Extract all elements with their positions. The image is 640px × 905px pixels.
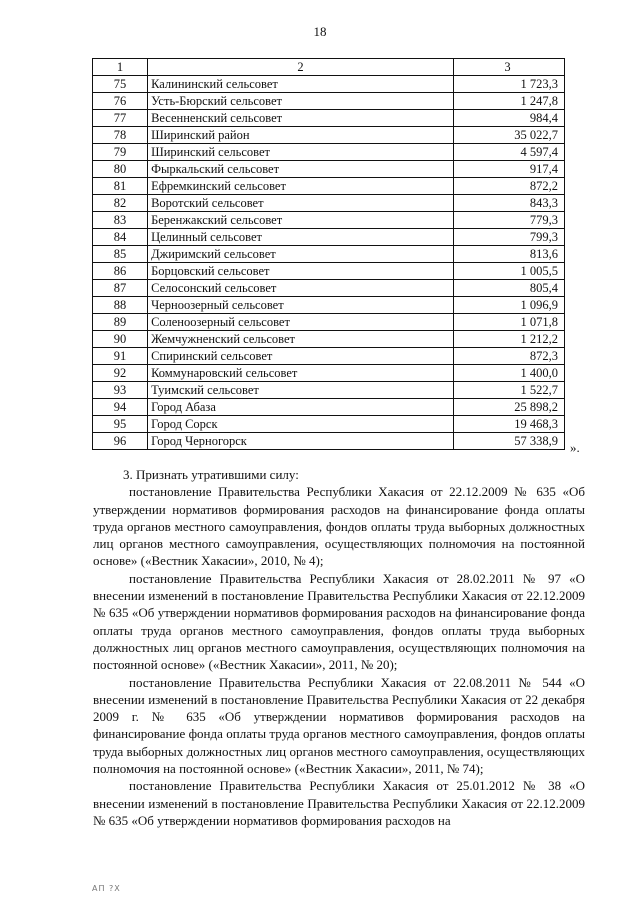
entity-name-cell: Борцовский сельсовет — [148, 263, 454, 280]
row-number-cell: 83 — [93, 212, 148, 229]
paragraph: постановление Правительства Республики Хакасия от 28.02.2011 № 97 «О внесении изменений в постановление Правительства Республики Хакасия от 22.12.2009 № 635 «Об утверждении нормативов формирования расходов на финансирование фонда оплаты труда органов местного самоуправления, фондов оплаты труда выборных должностных лиц органов местного самоуправления, осуществляющих полномочия на постоянной основе» («Вестник Хакасии», 2011, № 20); — [93, 570, 585, 673]
row-number-cell: 96 — [93, 433, 148, 450]
entity-name-cell: Город Абаза — [148, 399, 454, 416]
amount-cell: 1 247,8 — [453, 93, 564, 110]
amount-cell: 4 597,4 — [453, 144, 564, 161]
row-number-cell: 92 — [93, 365, 148, 382]
entity-name-cell: Ширинский сельсовет — [148, 144, 454, 161]
row-number-cell: 93 — [93, 382, 148, 399]
table-row — [93, 161, 565, 178]
table-row — [93, 263, 565, 280]
amount-cell: 57 338,9 — [453, 433, 564, 450]
row-number-cell: 87 — [93, 280, 148, 297]
row-number-cell: 80 — [93, 161, 148, 178]
entity-name-cell: Целинный сельсовет — [148, 229, 454, 246]
row-number-cell: 88 — [93, 297, 148, 314]
table-row — [93, 416, 565, 433]
entity-name-cell: Коммунаровский сельсовет — [148, 365, 454, 382]
entity-name-cell: Город Сорск — [148, 416, 454, 433]
entity-name-cell: Спиринский сельсовет — [148, 348, 454, 365]
table-header-row — [93, 59, 565, 76]
table-row — [93, 93, 565, 110]
row-number-cell: 79 — [93, 144, 148, 161]
paragraph: постановление Правительства Республики Хакасия от 25.01.2012 № 38 «О внесении изменений в постановление Правительства Республики Хакасия от 22.12.2009 № 635 «Об утверждении нормативов формирования расходов на — [93, 778, 585, 828]
table-row — [93, 212, 565, 229]
table-row — [93, 195, 565, 212]
row-number-cell: 77 — [93, 110, 148, 127]
entity-name-cell: Калининский сельсовет — [148, 76, 454, 93]
table-row — [93, 399, 565, 416]
row-number-cell: 94 — [93, 399, 148, 416]
entity-name-cell: Усть-Бюрский сельсовет — [148, 93, 454, 110]
amount-cell: 19 468,3 — [453, 416, 564, 433]
entity-name-cell: Воротский сельсовет — [148, 195, 454, 212]
table-row — [93, 365, 565, 382]
amount-cell: 917,4 — [453, 161, 564, 178]
row-number-cell: 89 — [93, 314, 148, 331]
row-number-cell: 85 — [93, 246, 148, 263]
amount-cell: 25 898,2 — [453, 399, 564, 416]
table-row — [93, 178, 565, 195]
row-number-cell: 90 — [93, 331, 148, 348]
table-row — [93, 433, 565, 450]
entity-name-cell: Весенненский сельсовет — [148, 110, 454, 127]
amount-cell: 843,3 — [453, 195, 564, 212]
page-number: 18 — [313, 24, 327, 39]
table-row — [93, 297, 565, 314]
entity-name-cell: Город Черногорск — [148, 433, 454, 450]
amount-cell: 1 522,7 — [453, 382, 564, 399]
table-body — [93, 76, 565, 450]
amount-cell: 1 071,8 — [453, 314, 564, 331]
table-row — [93, 314, 565, 331]
amount-cell: 813,6 — [453, 246, 564, 263]
table-row — [93, 382, 565, 399]
amount-cell: 1 096,9 — [453, 297, 564, 314]
section-heading: 3. Признать утратившими силу: — [123, 467, 299, 482]
entity-name-cell: Соленоозерный сельсовет — [148, 314, 454, 331]
entity-name-cell: Беренжакский сельсовет — [148, 212, 454, 229]
allocation-table — [92, 58, 565, 450]
entity-name-cell: Ширинский район — [148, 127, 454, 144]
entity-name-cell: Черноозерный сельсовет — [148, 297, 454, 314]
amount-cell: 35 022,7 — [453, 127, 564, 144]
row-number-cell: 75 — [93, 76, 148, 93]
column-header: 3 — [453, 59, 564, 76]
amount-cell: 779,3 — [453, 212, 564, 229]
table-row — [93, 127, 565, 144]
amount-cell: 984,4 — [453, 110, 564, 127]
table-row — [93, 229, 565, 246]
entity-name-cell: Туимский сельсовет — [148, 382, 454, 399]
amount-cell: 799,3 — [453, 229, 564, 246]
entity-name-cell: Ефремкинский сельсовет — [148, 178, 454, 195]
amount-cell: 1 723,3 — [453, 76, 564, 93]
amount-cell: 872,3 — [453, 348, 564, 365]
column-header: 2 — [148, 59, 454, 76]
footer-mark: АП ?Х — [92, 884, 121, 893]
row-number-cell: 78 — [93, 127, 148, 144]
amount-cell: 1 400,0 — [453, 365, 564, 382]
paragraph: постановление Правительства Республики Хакасия от 22.08.2011 № 544 «О внесении изменений в постановление Правительства Республики Хакасия от 22 декабря 2009 г. № 635 «Об утверждении нормативов формирования расходов на финансирование фонда оплаты труда органов местного самоуправления, фондов оплаты труда выборных должностных лиц органов местного самоуправления, осуществляющих полномочия на постоянной основе» («Вестник Хакасии», 2011, № 74); — [93, 674, 585, 777]
table-row — [93, 348, 565, 365]
row-number-cell: 95 — [93, 416, 148, 433]
row-number-cell: 84 — [93, 229, 148, 246]
closing-quote: ». — [570, 440, 580, 455]
entity-name-cell: Селосонский сельсовет — [148, 280, 454, 297]
amount-cell: 1 005,5 — [453, 263, 564, 280]
row-number-cell: 86 — [93, 263, 148, 280]
table-row — [93, 110, 565, 127]
table-row — [93, 331, 565, 348]
entity-name-cell: Фыркальский сельсовет — [148, 161, 454, 178]
row-number-cell: 82 — [93, 195, 148, 212]
amount-cell: 1 212,2 — [453, 331, 564, 348]
row-number-cell: 91 — [93, 348, 148, 365]
table-row — [93, 76, 565, 93]
row-number-cell: 76 — [93, 93, 148, 110]
entity-name-cell: Джиримский сельсовет — [148, 246, 454, 263]
table-row — [93, 144, 565, 161]
table-row — [93, 246, 565, 263]
document-body — [93, 466, 585, 829]
entity-name-cell: Жемчужненский сельсовет — [148, 331, 454, 348]
table-row — [93, 280, 565, 297]
amount-cell: 872,2 — [453, 178, 564, 195]
column-header: 1 — [93, 59, 148, 76]
amount-cell: 805,4 — [453, 280, 564, 297]
row-number-cell: 81 — [93, 178, 148, 195]
paragraph: постановление Правительства Республики Хакасия от 22.12.2009 № 635 «Об утверждении нормативов формирования расходов на финансирование фонда оплаты труда органов местного самоуправления, фондов оплаты труда выборных должностных лиц органов местного самоуправления, осуществляющих полномочия на постоянной основе» («Вестник Хакасии», 2010, № 4); — [93, 484, 585, 569]
